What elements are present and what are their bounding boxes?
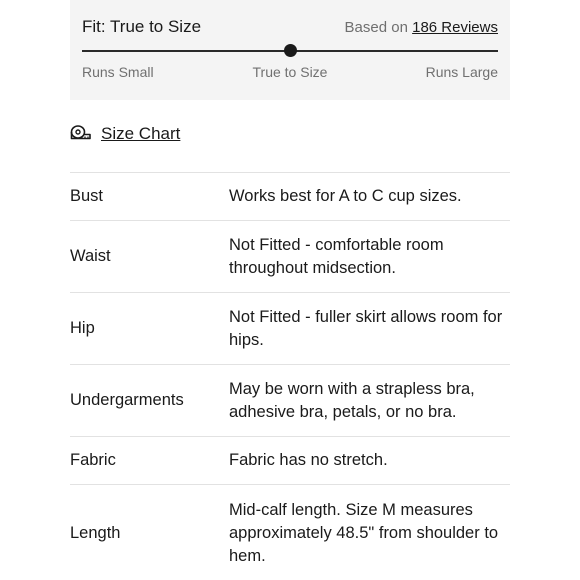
fit-scale-label-large: Runs Large	[425, 64, 498, 80]
spec-row-length	[70, 485, 510, 580]
fit-scale-indicator	[284, 44, 297, 57]
spec-name: Undergarments	[70, 391, 184, 409]
size-chart-label[interactable]: Size Chart	[101, 124, 181, 143]
spec-name: Fabric	[70, 451, 116, 469]
fit-reviews	[345, 19, 498, 36]
reviews-link[interactable]: 186 Reviews	[412, 19, 498, 36]
spec-name: Waist	[70, 247, 111, 265]
measuring-tape-icon	[70, 124, 91, 144]
reviews-prefix: Based on	[344, 19, 408, 36]
spec-value: Not Fitted - fuller skirt allows room for hips.	[229, 307, 503, 349]
fit-scale-label-small: Runs Small	[82, 64, 154, 80]
fit-title: Fit: True to Size	[82, 17, 202, 36]
fit-scale-label-true: True to Size	[252, 64, 328, 80]
spec-value: Not Fitted - comfortable room throughout midsection.	[229, 235, 444, 277]
spec-row-hip	[70, 293, 510, 365]
fit-specs-table	[70, 172, 510, 580]
spec-name: Bust	[70, 187, 104, 205]
spec-value: Mid-calf length. Size M measures approximately 48.5" from shoulder to hem.	[229, 500, 499, 565]
spec-value: May be worn with a strapless bra, adhesive bra, petals, or no bra.	[229, 379, 475, 421]
size-chart-link[interactable]	[70, 124, 180, 144]
fit-panel	[70, 0, 510, 100]
spec-value: Works best for A to C cup sizes.	[229, 187, 462, 205]
spec-value: Fabric has no stretch.	[229, 451, 388, 469]
spec-row-bust	[70, 173, 510, 221]
spec-name: Hip	[70, 319, 95, 337]
spec-row-waist	[70, 221, 510, 293]
spec-row-undergarments	[70, 365, 510, 437]
spec-row-fabric	[70, 437, 510, 485]
spec-name: Length	[70, 523, 121, 542]
